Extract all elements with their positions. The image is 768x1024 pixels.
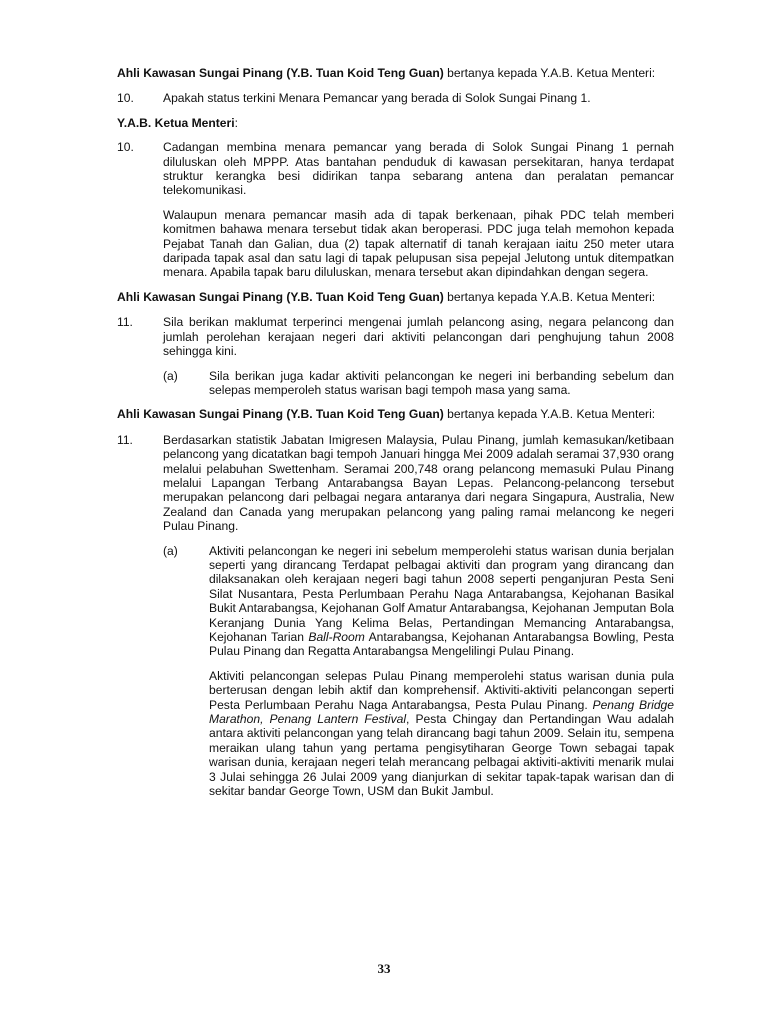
page-number: 33 — [377, 961, 391, 976]
sub-question-text: Sila berikan juga kadar aktiviti pelancongan ke negeri ini berbanding sebelum dan selepas memperoleh status warisan bagi tempoh masa yang sama. — [209, 368, 674, 397]
italic-term: Penang Bridge Marathon, Penang Lantern Festival — [209, 697, 674, 727]
question-11-intro — [117, 290, 674, 304]
question-10-intro — [117, 66, 674, 80]
member-name: Ahli Kawasan Sungai Pinang (Y.B. Tuan Koid Teng Guan) — [117, 407, 444, 422]
answer-11-intro — [117, 407, 674, 421]
text-run: , Pesta Chingay dan Pertandingan Wau adalah antara aktiviti pelancongan yang telah dirancang bagi tahun 2009. Selain itu, sempena meraikan ulang tahun yang pertama pengisytiharan George Town sebagai tapak warisan dunia, kerajaan negeri telah merancang pelbagai aktiviti-aktiviti menarik mulai 3 Julai sehingga 26 Julai 2009 yang dianjurkan di sekitar tapak-tapak warisan dan di sekitar bandar George Town, USM dan Bukit Jambul. — [209, 712, 674, 799]
italic-term: Ball-Room — [308, 630, 365, 644]
answer-heading — [117, 116, 674, 130]
question-text: Apakah status terkini Menara Pemancar yang berada di Solok Sungai Pinang 1. — [163, 91, 591, 106]
sub-answer-paragraph — [209, 544, 674, 659]
asks-text: bertanya kepada Y.A.B. Ketua Menteri: — [443, 407, 656, 422]
sub-answer-paragraph — [209, 669, 674, 799]
text-run: Aktiviti pelancongan selepas Pulau Pinang memperolehi status warisan dunia pula berterusan dengan lebih aktif dan komprehensif. Aktiviti-aktiviti pelancongan seperti Pesta Perlumbaan Perahu Naga Antarabangsa, Pesta Pulau Pinang. — [209, 668, 674, 712]
sub-question-a — [163, 369, 674, 398]
document-page — [117, 66, 674, 808]
item-number: 10. — [117, 140, 134, 155]
sub-label: (a) — [163, 543, 178, 558]
member-name: Ahli Kawasan Sungai Pinang (Y.B. Tuan Koid Teng Guan) — [117, 66, 444, 80]
heading-colon: : — [234, 115, 238, 130]
sub-answer-a — [163, 544, 674, 799]
answer-paragraph: Cadangan membina menara pemancar yang berada di Solok Sungai Pinang 1 pernah diluluskan oleh MPPP. Atas bantahan penduduk di kawasan persekitaran, hanya terdapat struktur kerangka besi didirikan tanpa sebarang antena dan peralatan pemancar telekomunikasi. — [163, 140, 674, 198]
question-10 — [117, 91, 674, 105]
item-number: 10. — [117, 91, 134, 106]
text-run: Antarabangsa, Kejohanan Antarabangsa Bowling, Pesta Pulau Pinang dan Regatta Antarabangsa Mengelilingi Pulau Pinang. — [209, 630, 674, 659]
item-number: 11. — [117, 432, 133, 447]
asks-text: bertanya kepada Y.A.B. Ketua Menteri: — [443, 66, 656, 80]
answerer-name: Y.A.B. Ketua Menteri — [117, 115, 235, 130]
answer-paragraph: Berdasarkan statistik Jabatan Imigresen Malaysia, Pulau Pinang, jumlah kemasukan/ketibaan pelancong yang dicatatkan bagi tempoh Januari hingga Mei 2009 adalah seramai 37,930 orang melalui pelabuhan Swettenham. Seramai 200,748 orang pelancong memasuki Pulau Pinang melalui Lapangan Terbang Antarabangsa Bayan Lepas. Pelancong-pelancong tersebut merupakan pelancong dari pelbagai negara antaranya dari negara Singapura, Australia, New Zealand dan Canada yang merupakan pelancong yang paling ramai melancong ke negeri Pulau Pinang. — [163, 432, 674, 534]
answer-11 — [117, 433, 674, 799]
answer-10 — [117, 140, 674, 280]
question-text: Sila berikan maklumat terperinci mengenai jumlah pelancong asing, negara pelancong dan jumlah perolehan kerajaan negeri dari aktiviti pelancongan dari penghujung tahun 2008 sehingga kini. — [163, 315, 674, 359]
item-number: 11. — [117, 315, 133, 330]
sub-label: (a) — [163, 368, 178, 383]
question-11 — [117, 315, 674, 397]
asks-text: bertanya kepada Y.A.B. Ketua Menteri: — [443, 289, 656, 304]
member-name: Ahli Kawasan Sungai Pinang (Y.B. Tuan Koid Teng Guan) — [117, 289, 444, 304]
text-run: Aktiviti pelancongan ke negeri ini sebelum memperolehi status warisan dunia berjalan seperti yang dirancang Terdapat pelbagai aktiviti dan program yang dirancang dan dilaksanakan oleh kerajaan negeri bagi tahun 2008 seperti penganjuran Pesta Seni Silat Nusantara, Pesta Perlumbaan Perahu Naga Antarabangsa, Kejohanan Basikal Bukit Antarabangsa, Kejohanan Golf Amatur Antarabangsa, Kejohanan Jemputan Bola Keranjang Dunia Yang Kelima Belas, Pertandingan Memancing Antarabangsa, Kejohanan Tarian — [209, 543, 674, 644]
answer-paragraph: Walaupun menara pemancar masih ada di tapak berkenaan, pihak PDC telah memberi komitmen bahawa menara tersebut tidak akan beroperasi. PDC juga telah memohon kepada Pejabat Tanah dan Galian, dua (2) tapak alternatif di tanah kerajaan iaitu 250 meter utara daripada tapak asal dan satu lagi di tapak pelupusan sisa pepejal Jelutong untuk ditempatkan menara. Apabila tapak baru diluluskan, menara tersebut akan dipindahkan dengan segera. — [163, 207, 674, 280]
